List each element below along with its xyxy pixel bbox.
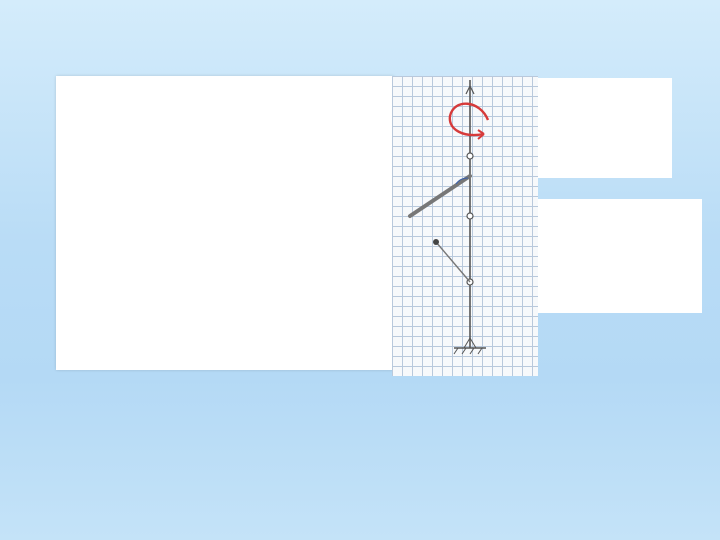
- mechanism-sketch: [392, 76, 538, 376]
- support-hatch-4: [478, 348, 482, 354]
- header-rod-2: [229, 136, 274, 150]
- support-right-leg: [470, 338, 476, 348]
- source-data-table-card: [56, 76, 394, 370]
- header-rod-points: [190, 90, 274, 136]
- header-beta: [336, 90, 388, 150]
- point-d: [467, 213, 473, 219]
- given-parameters-card: [538, 199, 702, 313]
- rod-2: [410, 176, 470, 216]
- header-bearing: [125, 90, 191, 150]
- description-paragraph: [30, 418, 642, 447]
- support-hatch-3: [470, 348, 474, 354]
- rod-1: [436, 242, 470, 282]
- support-hatch-2: [462, 348, 466, 354]
- support-hatch-1: [454, 348, 458, 354]
- omega-arc: [450, 104, 488, 135]
- mechanism-sketch-svg: [392, 76, 538, 376]
- rod-1-mass: [433, 239, 439, 245]
- point-e: [467, 153, 473, 159]
- support-left-leg: [464, 338, 470, 348]
- selected-data-card: [538, 78, 672, 178]
- header-rod-1: [190, 136, 229, 150]
- header-alpha: [274, 90, 335, 150]
- source-data-table: [70, 90, 388, 150]
- header-row-number: [70, 90, 125, 150]
